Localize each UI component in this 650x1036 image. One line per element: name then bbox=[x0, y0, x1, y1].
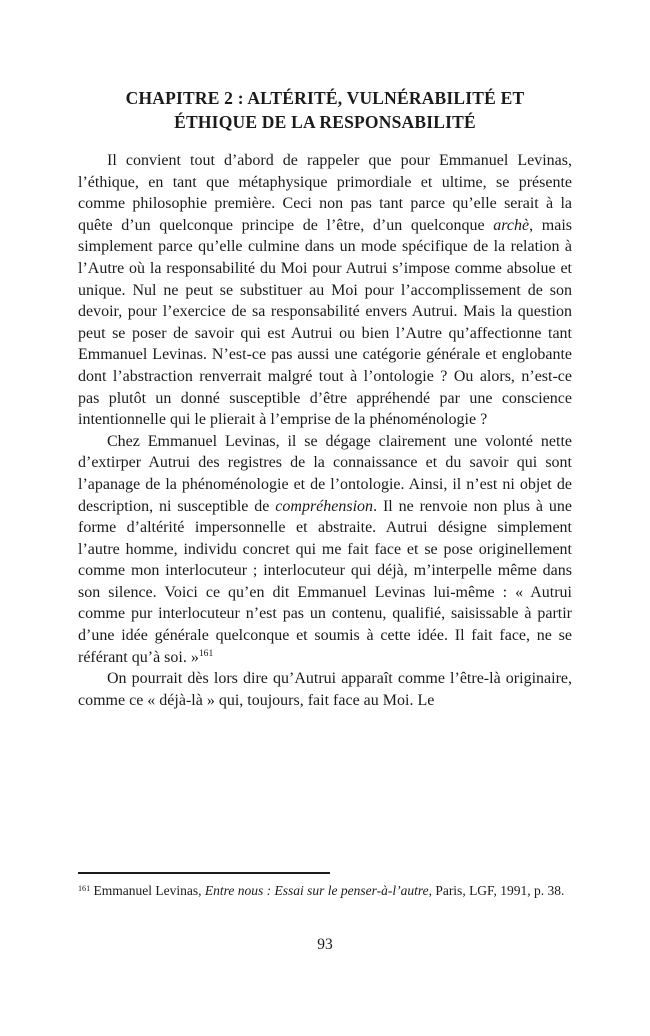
chapter-title-line-1: CHAPITRE 2 : ALTÉRITÉ, VULNÉRABILITÉ ET bbox=[125, 88, 525, 108]
paragraph-autrui: Chez Emmanuel Levinas, il se dégage clairement une volonté nette d’extirper Autrui des registres de la connaissance et du savoir qui sont l’apanage de la phénoménologie et de l’ontologie. Ainsi, il n’est ni objet de description, ni susceptible de compréhension. Il ne renvoie non plus à une forme d’altérité impersonnelle et abstraite. Autrui désigne simplement l’autre homme, individu concret qui me fait face et se pose originellement comme mon interlocuteur ; interlocuteur qui déjà, m’interpelle même dans son silence. Voici ce qu’en dit Emmanuel Levinas lui-même : « Autrui comme pur interlocuteur n’est pas un contenu, qualifié, saisissable à partir d’une idée générale quelconque et soumis à cette idée. Il fait face, ne se référant qu’à soi. »$^{161}$ bbox=[78, 432, 573, 666]
page-number: 93 bbox=[317, 936, 333, 953]
paragraph-intro: Il convient tout d’abord de rappeler que pour Emmanuel Levinas, l’éthique, en tant que métaphysique primordiale et ultime, se présente comme philosophie première. Ceci non pas tant parce qu’elle serait à la quête d’un quelconque principe de l’être, d’un quelconque archè, mais simplement parce qu’elle culmine dans un mode spécifique de la relation à l’Autre où la responsabilité du Moi pour Autrui s’impose comme absolue et unique. Nul ne peut se substituer au Moi pour l’accomplissement de son devoir, pour l’exercice de sa responsabilité envers Autrui. Mais la question peut se poser de savoir qui est Autrui ou bien l’Autre qu’affectionne tant Emmanuel Levinas. N’est-ce pas aussi une catégorie générale et englobante dont l’abstraction renverrait malgré tout à l’ontologie ? Ou alors, n’est-ce pas plutôt un donné susceptible d’être appréhendé par une conscience intentionnelle qui le plierait à l’emprise de la phénoménologie ? bbox=[78, 152, 573, 429]
footnote-separator-rule bbox=[78, 872, 330, 874]
footnote-161: $^{161}$ Emmanuel Levinas, Entre nous : Essai sur le penser-à-l’autre, Paris, LGF, 1991, p. 38. bbox=[78, 883, 565, 898]
chapter-title-line-2: ÉTHIQUE DE LA RESPONSABILITÉ bbox=[174, 112, 476, 132]
chapter-title bbox=[78, 86, 572, 134]
body-text bbox=[78, 150, 572, 711]
paragraph-etre-la: On pourrait dès lors dire qu’Autrui apparaît comme l’être-là originaire, comme ce « déjà-là » qui, toujours, fait face au Moi. Le bbox=[78, 670, 572, 709]
